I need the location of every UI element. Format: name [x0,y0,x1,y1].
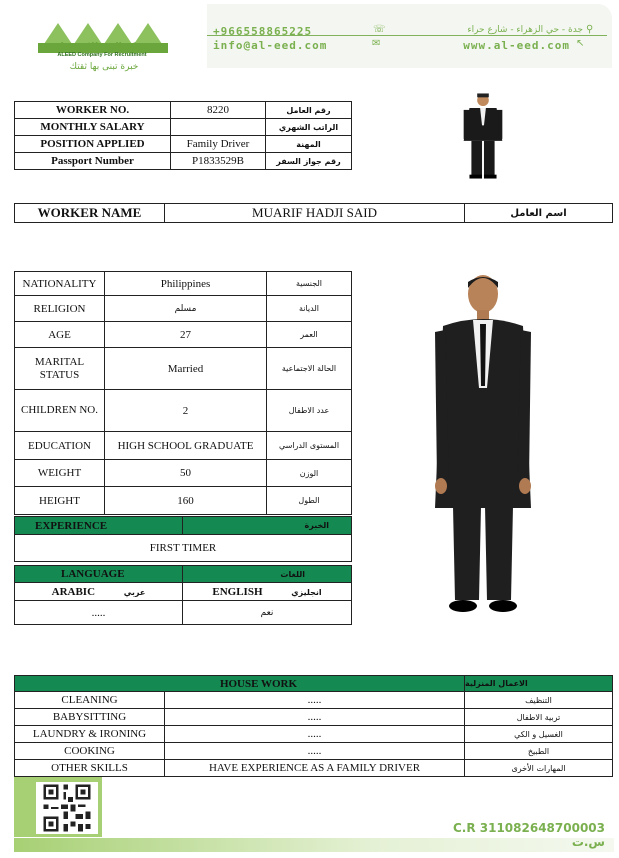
table-row [15,296,352,322]
height-label: HEIGHT [15,487,105,515]
marital-status-label-ar: الحالة الاجتماعية [267,348,352,390]
language-arabic-label: ARABIC [51,585,96,598]
worker-no-label-ar: رقم العامل [266,102,352,119]
house-work-table [14,675,613,777]
location-icon: ⚲ [586,24,594,35]
passport-label: Passport Number [15,153,171,170]
worker-name-label: WORKER NAME [15,204,165,223]
table-row [15,432,352,460]
worker-no-label: WORKER NO. [15,102,171,119]
table-row [15,322,352,348]
religion-label-ar: الديانة [267,296,352,322]
height-label-ar: الطول [267,487,352,515]
salary-label: MONTHLY SALARY [15,119,171,136]
header-address: جدة - حي الزهراء - شارع حراء [467,25,583,35]
children-label-ar: عدد الاطفال [267,390,352,432]
language-english-label: ENGLISH [212,585,263,598]
table-row [15,204,613,223]
table-row [15,760,613,777]
nationality-value: Philippines [105,272,267,296]
details-table [14,271,352,515]
table-row [15,583,352,601]
worker-info-table [14,101,352,170]
table-row [15,153,352,170]
header-website: www.al-eed.com [463,39,570,52]
education-value: HIGH SCHOOL GRADUATE [105,432,267,460]
age-label: AGE [15,322,105,348]
footer-cr-number: C.R 311082648700003 س.ت [452,821,605,849]
position-label: POSITION APPLIED [15,136,171,153]
babysitting-label: BABYSITTING [15,709,165,726]
language-label-ar: اللغات [183,566,352,583]
house-work-label: HOUSE WORK [15,676,465,692]
height-value: 160 [105,487,267,515]
religion-value: مسلم [105,296,267,322]
table-row [15,136,352,153]
language-english-cell [183,583,352,601]
cooking-value: ..... [165,743,465,760]
babysitting-value: ..... [165,709,465,726]
laundry-value: ..... [165,726,465,743]
passport-value: P1833529B [171,153,266,170]
laundry-label-ar: الغسيل و الكي [465,726,613,743]
experience-label: EXPERIENCE [15,517,183,535]
children-label: CHILDREN NO. [15,390,105,432]
salary-label-ar: الراتب الشهري [266,119,352,136]
cleaning-label-ar: التنظيف [465,692,613,709]
language-label: LANGUAGE [15,566,183,583]
table-row [15,743,613,760]
table-row [15,460,352,487]
worker-photo-large [423,268,543,618]
table-row [15,102,352,119]
table-row [15,535,352,562]
qr-code-icon [36,782,98,834]
table-row [15,726,613,743]
education-label-ar: المستوى الدراسي [267,432,352,460]
nationality-label-ar: الجنسية [267,272,352,296]
header-email: info@al-eed.com [213,39,328,52]
table-row [15,692,613,709]
passport-label-ar: رقم جواز السفر [266,153,352,170]
position-label-ar: المهنة [266,136,352,153]
worker-name-value: MUARIF HADJI SAID [165,204,465,223]
whatsapp-icon: ☏ [373,24,386,35]
weight-label: WEIGHT [15,460,105,487]
house-work-header [15,676,613,692]
babysitting-label-ar: تربية الاطفال [465,709,613,726]
language-english-label-ar: انجليزي [291,587,322,597]
marital-status-value: Married [105,348,267,390]
cleaning-value: ..... [165,692,465,709]
table-row [15,272,352,296]
experience-table [14,516,352,562]
worker-name-label-ar: اسم العامل [465,204,613,223]
worker-no-value: 8220 [171,102,266,119]
header-phone: +966558865225 [213,25,313,38]
language-english-value: نعم [183,601,352,625]
worker-name-table [14,203,613,223]
education-label: EDUCATION [15,432,105,460]
experience-value: FIRST TIMER [15,535,352,562]
cooking-label: COOKING [15,743,165,760]
age-value: 27 [105,322,267,348]
logo-slogan: خبرة تبنى بها ثقتك [69,62,139,72]
logo-arabic-text: شركة العيد للاستقدام [54,42,150,52]
language-arabic-cell [15,583,183,601]
language-arabic-label-ar: عربي [123,587,146,597]
table-row [15,601,352,625]
language-table [14,565,352,625]
email-icon: ✉ [372,38,381,49]
nationality-label: NATIONALITY [15,272,105,296]
cleaning-label: CLEANING [15,692,165,709]
children-value: 2 [105,390,267,432]
religion-label: RELIGION [15,296,105,322]
language-arabic-value: ..... [15,601,183,625]
position-value: Family Driver [171,136,266,153]
table-row [15,390,352,432]
other-skills-label: OTHER SKILLS [15,760,165,777]
table-row [15,709,613,726]
experience-header [15,517,352,535]
salary-value [171,119,266,136]
experience-label-ar: الخبرة [183,517,352,535]
house-work-label-ar: الاعمال المنزلية [465,676,613,692]
weight-value: 50 [105,460,267,487]
worker-photo-small [454,92,512,180]
table-row [15,348,352,390]
language-header [15,566,352,583]
weight-label-ar: الوزن [267,460,352,487]
other-skills-label-ar: المهارات الأخرى [465,760,613,777]
cooking-label-ar: الطبيخ [465,743,613,760]
web-icon: ↖ [576,38,585,49]
age-label-ar: العمر [267,322,352,348]
table-row [15,119,352,136]
other-skills-value: HAVE EXPERIENCE AS A FAMILY DRIVER [165,760,465,777]
marital-status-label: MARITAL STATUS [15,348,105,390]
table-row [15,487,352,515]
laundry-label: LAUNDRY & IRONING [15,726,165,743]
logo-english-text: ALEED Company For Recruitment [57,52,147,58]
